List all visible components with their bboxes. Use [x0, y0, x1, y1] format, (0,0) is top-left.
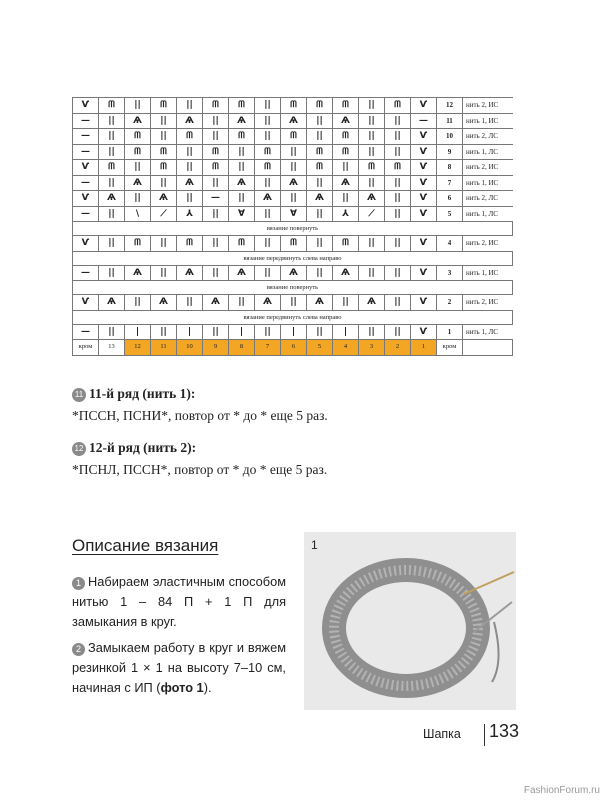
stitch-symbol: ||	[177, 160, 203, 176]
row-12-text: *ПСНЛ, ПССН*, повтор от * до * еще 5 раз.	[72, 462, 328, 477]
stitch-number: 6	[281, 340, 307, 356]
row-11-text: *ПССН, ПСНИ*, повтор от * до * еще 5 раз.	[72, 408, 328, 423]
photo-number: 1	[311, 538, 318, 552]
stitch-symbol: —	[73, 206, 99, 222]
stitch-symbol: Ѵ	[411, 236, 437, 252]
chart-row	[73, 324, 513, 340]
stitch-number: 4	[333, 340, 359, 356]
stitch-symbol: ᗰ	[281, 98, 307, 114]
stitch-symbol: ||	[281, 191, 307, 207]
stitch-symbol: ||	[151, 113, 177, 129]
stitch-symbol: Ѵ	[411, 160, 437, 176]
stitch-symbol: Ѧ	[177, 175, 203, 191]
chart-row	[73, 175, 513, 191]
stitch-symbol: ⟋	[359, 206, 385, 222]
stitch-symbol: ᗰ	[307, 160, 333, 176]
stitch-symbol: ᗰ	[229, 98, 255, 114]
stitch-symbol: Ѧ	[281, 265, 307, 281]
stitch-symbol: Ѵ	[73, 160, 99, 176]
turn-instruction: вязание повернуть	[73, 222, 513, 236]
stitch-symbol: ⟋	[151, 206, 177, 222]
stitch-symbol: Ѵ	[73, 236, 99, 252]
stitch-symbol: ||	[151, 265, 177, 281]
stitch-symbol: ||	[255, 265, 281, 281]
chart-row	[73, 144, 513, 160]
stitch-symbol: ||	[385, 144, 411, 160]
row-number: 4	[437, 236, 463, 252]
thread-side-label: нить 1, ЛС	[463, 324, 513, 340]
stitch-symbol: Ѧ	[125, 175, 151, 191]
page-number: 133	[489, 721, 520, 741]
footer-section: Шапка	[423, 727, 461, 741]
stitch-symbol: ||	[99, 144, 125, 160]
stitch-symbol: ||	[151, 236, 177, 252]
stitch-symbol: ᗰ	[203, 98, 229, 114]
stitch-symbol: Ѵ	[73, 191, 99, 207]
chart-row	[73, 129, 513, 145]
stitch-symbol: ᗰ	[333, 98, 359, 114]
stitch-symbol: ||	[359, 129, 385, 145]
stitch-symbol: ||	[307, 129, 333, 145]
stitch-symbol: ||	[255, 98, 281, 114]
stitch-symbol: Ѧ	[359, 295, 385, 311]
stitch-symbol: ||	[203, 236, 229, 252]
watermark: FashionForum.ru	[523, 785, 600, 796]
chart-row	[73, 265, 513, 281]
stitch-symbol: ||	[255, 129, 281, 145]
stitch-symbol: ᗰ	[151, 160, 177, 176]
stitch-symbol: ||	[359, 175, 385, 191]
stitch-number: 10	[177, 340, 203, 356]
turn-instruction: вязание передвинуть слева направо	[73, 251, 513, 265]
stitch-symbol: ||	[99, 113, 125, 129]
stitch-symbol: ||	[359, 98, 385, 114]
stitch-symbol: ||	[125, 295, 151, 311]
stitch-symbol: ||	[255, 236, 281, 252]
stitch-symbol: ᗰ	[125, 129, 151, 145]
stitch-symbol: ||	[281, 160, 307, 176]
stitch-symbol: ||	[359, 265, 385, 281]
stitch-symbol: ||	[151, 175, 177, 191]
stitch-symbol: ||	[99, 206, 125, 222]
stitch-symbol: ||	[99, 129, 125, 145]
stitch-symbol: Ѵ	[411, 129, 437, 145]
stitch-number: 5	[307, 340, 333, 356]
stitch-symbol: ||	[385, 113, 411, 129]
row-12-title: 12-й ряд (нить 2):	[89, 440, 197, 455]
stitch-symbol: ||	[385, 295, 411, 311]
step-2-text-end: ).	[203, 680, 212, 695]
stitch-number: 13	[99, 340, 125, 356]
stitch-symbol: ||	[385, 236, 411, 252]
stitch-symbol: ᗰ	[307, 144, 333, 160]
stitch-symbol: ||	[385, 129, 411, 145]
stitch-symbol: ᗰ	[203, 160, 229, 176]
stitch-symbol: ᗰ	[333, 236, 359, 252]
stitch-symbol: ||	[333, 191, 359, 207]
stitch-symbol: |	[177, 324, 203, 340]
stitch-symbol: —	[203, 191, 229, 207]
chart-row	[73, 295, 513, 311]
stitch-symbol: ||	[203, 175, 229, 191]
stitch-symbol: ᗰ	[385, 160, 411, 176]
row-number: 9	[437, 144, 463, 160]
row-11-badge: 11	[72, 388, 86, 402]
thread-side-label: нить 1, ИС	[463, 265, 513, 281]
stitch-symbol: ᗰ	[177, 129, 203, 145]
stitch-symbol: ||	[385, 324, 411, 340]
stitch-symbol: ||	[307, 206, 333, 222]
stitch-symbol: Ѧ	[229, 113, 255, 129]
thread-side-label: нить 1, ЛС	[463, 144, 513, 160]
stitch-symbol: Ѧ	[177, 113, 203, 129]
stitch-symbol: ||	[203, 324, 229, 340]
turn-instruction: вязание повернуть	[73, 281, 513, 295]
stitch-symbol: ||	[307, 236, 333, 252]
chart-row	[73, 160, 513, 176]
stitch-symbol: ᗰ	[333, 129, 359, 145]
row-number: 3	[437, 265, 463, 281]
stitch-symbol: Ѵ	[411, 206, 437, 222]
stitch-symbol: ||	[307, 175, 333, 191]
stitch-symbol: ||	[99, 265, 125, 281]
stitch-symbol: —	[73, 144, 99, 160]
stitch-symbol: ||	[229, 144, 255, 160]
stitch-symbol: ᗰ	[177, 236, 203, 252]
stitch-symbol: Ѵ	[411, 175, 437, 191]
stitch-symbol: Ѧ	[125, 113, 151, 129]
step-1-badge: 1	[72, 577, 85, 590]
stitch-symbol: Ѧ	[307, 295, 333, 311]
row-number: 7	[437, 175, 463, 191]
stitch-symbol: —	[411, 113, 437, 129]
thread-side-label: нить 2, ЛС	[463, 191, 513, 207]
stitch-symbol: ᗰ	[99, 98, 125, 114]
chart-turn-row	[73, 310, 513, 324]
stitch-symbol: ᗰ	[229, 129, 255, 145]
stitch-symbol: Ѧ	[229, 265, 255, 281]
stitch-symbol: Ѧ	[333, 113, 359, 129]
stitch-symbol: ᗰ	[255, 160, 281, 176]
stitch-symbol: ||	[359, 236, 385, 252]
row-number: 6	[437, 191, 463, 207]
stitch-symbol: ᗰ	[385, 98, 411, 114]
stitch-symbol: ||	[307, 113, 333, 129]
stitch-symbol: ⅄	[177, 206, 203, 222]
stitch-symbol: ||	[177, 295, 203, 311]
stitch-symbol: \	[125, 206, 151, 222]
thread-side-label: нить 1, ИС	[463, 175, 513, 191]
stitch-symbol: ||	[99, 175, 125, 191]
stitch-symbol: ᗰ	[229, 236, 255, 252]
row-number: 1	[437, 324, 463, 340]
stitch-symbol: Ѧ	[281, 175, 307, 191]
stitch-symbol: ||	[99, 236, 125, 252]
row-number: 8	[437, 160, 463, 176]
stitch-symbol: Ѵ	[411, 98, 437, 114]
knitting-photo	[304, 532, 516, 710]
row-number: 12	[437, 98, 463, 114]
chart-row	[73, 113, 513, 129]
row-number: 11	[437, 113, 463, 129]
stitch-symbol: ᗰ	[151, 98, 177, 114]
stitch-number: 1	[411, 340, 437, 356]
stitch-symbol: Ѧ	[99, 295, 125, 311]
stitch-symbol: ||	[385, 175, 411, 191]
stitch-symbol: ||	[281, 295, 307, 311]
stitch-number-row	[73, 340, 513, 356]
step-2-text: Замыкаем работу в круг и вяжем резинкой 1 × 1 на высоту 7–10 см, начиная с ИП (	[72, 640, 286, 695]
stitch-symbol: ᗰ	[255, 144, 281, 160]
stitch-symbol: ||	[203, 129, 229, 145]
stitch-symbol: ∀	[281, 206, 307, 222]
stitch-symbol: Ѵ	[411, 191, 437, 207]
stitch-symbol: —	[73, 324, 99, 340]
step-2-paragraph	[72, 638, 286, 698]
stitch-symbol: ||	[385, 191, 411, 207]
stitch-symbol: |	[229, 324, 255, 340]
stitch-symbol: ||	[385, 265, 411, 281]
chart-turn-row	[73, 281, 513, 295]
stitch-symbol: ||	[333, 160, 359, 176]
stitch-symbol: ||	[125, 98, 151, 114]
stitch-symbol: Ѵ	[73, 98, 99, 114]
chart-row	[73, 98, 513, 114]
row-11-title: 11-й ряд (нить 1):	[89, 386, 196, 401]
stitch-symbol: Ѧ	[99, 191, 125, 207]
stitch-symbol: Ѧ	[151, 191, 177, 207]
stitch-number: 7	[255, 340, 281, 356]
section-title: Описание вязания	[72, 536, 219, 555]
step-2-badge: 2	[72, 643, 85, 656]
stitch-symbol: Ѧ	[333, 265, 359, 281]
row-12-heading	[72, 440, 196, 456]
chart-turn-row	[73, 222, 513, 236]
stitch-symbol: ||	[255, 206, 281, 222]
stitch-number: кром	[437, 340, 463, 356]
stitch-symbol: ᗰ	[125, 236, 151, 252]
stitch-symbol: ᗰ	[307, 98, 333, 114]
chart-row	[73, 206, 513, 222]
step-1-text: Набираем эластичным способом нитью 1 – 84 П + 1 П для замыкания в круг.	[72, 574, 286, 629]
stitch-symbol: ||	[203, 206, 229, 222]
stitch-symbol: ||	[125, 160, 151, 176]
stitch-symbol: ||	[151, 129, 177, 145]
stitch-number: 9	[203, 340, 229, 356]
stitch-symbol: Ѧ	[333, 175, 359, 191]
stitch-symbol: ᗰ	[281, 129, 307, 145]
thread-side-label: нить 2, ЛС	[463, 129, 513, 145]
stitch-number: 3	[359, 340, 385, 356]
footer-divider	[484, 724, 485, 746]
stitch-symbol: Ѧ	[125, 265, 151, 281]
stitch-symbol: ||	[203, 265, 229, 281]
stitch-symbol: ||	[307, 265, 333, 281]
stitch-symbol: ᗰ	[359, 160, 385, 176]
stitch-symbol: |	[333, 324, 359, 340]
knitting-chart	[72, 97, 513, 356]
stitch-symbol: ||	[385, 206, 411, 222]
turn-instruction: вязание передвинуть слева направо	[73, 310, 513, 324]
thread-side-label: нить 1, ИС	[463, 113, 513, 129]
stitch-symbol: ||	[359, 113, 385, 129]
stitch-symbol: ||	[281, 144, 307, 160]
stitch-symbol: ||	[151, 324, 177, 340]
thread-side-label: нить 2, ИС	[463, 295, 513, 311]
thread-side-label: нить 2, ИС	[463, 98, 513, 114]
stitch-symbol: —	[73, 129, 99, 145]
stitch-number: 12	[125, 340, 151, 356]
chart-row	[73, 236, 513, 252]
stitch-symbol: |	[125, 324, 151, 340]
stitch-symbol: ||	[359, 144, 385, 160]
stitch-symbol: Ѧ	[151, 295, 177, 311]
stitch-symbol: Ѵ	[411, 265, 437, 281]
stitch-symbol: ||	[203, 113, 229, 129]
stitch-symbol: Ѧ	[177, 265, 203, 281]
stitch-symbol: ||	[125, 191, 151, 207]
stitch-symbol: Ѧ	[281, 113, 307, 129]
stitch-symbol: ||	[229, 160, 255, 176]
stitch-symbol: ||	[333, 295, 359, 311]
knitted-ring-illustration	[304, 532, 516, 710]
stitch-number: кром	[73, 340, 99, 356]
step-1-paragraph	[72, 572, 286, 632]
stitch-symbol: Ѵ	[411, 295, 437, 311]
stitch-symbol: —	[73, 265, 99, 281]
stitch-symbol: ∀	[229, 206, 255, 222]
stitch-symbol: ᗰ	[203, 144, 229, 160]
stitch-symbol: ||	[99, 324, 125, 340]
stitch-symbol: ᗰ	[151, 144, 177, 160]
stitch-symbol: ||	[359, 324, 385, 340]
thread-side-label: нить 1, ЛС	[463, 206, 513, 222]
stitch-symbol: ||	[177, 191, 203, 207]
chart-row	[73, 191, 513, 207]
stitch-symbol: Ѵ	[73, 295, 99, 311]
stitch-symbol: —	[73, 175, 99, 191]
stitch-symbol: ⅄	[333, 206, 359, 222]
thread-side-label: нить 2, ИС	[463, 160, 513, 176]
stitch-symbol: Ѵ	[411, 324, 437, 340]
stitch-symbol: Ѧ	[359, 191, 385, 207]
row-number: 10	[437, 129, 463, 145]
stitch-symbol: ||	[177, 98, 203, 114]
stitch-symbol: Ѧ	[255, 295, 281, 311]
stitch-symbol: ||	[307, 324, 333, 340]
stitch-symbol: ||	[255, 113, 281, 129]
row-12-badge: 12	[72, 442, 86, 456]
row-number: 5	[437, 206, 463, 222]
stitch-symbol: ||	[177, 144, 203, 160]
empty-cell	[463, 340, 513, 356]
stitch-symbol: ||	[255, 175, 281, 191]
stitch-symbol: Ѧ	[307, 191, 333, 207]
photo-1-ref: фото 1	[160, 680, 204, 695]
stitch-number: 2	[385, 340, 411, 356]
stitch-symbol: ᗰ	[333, 144, 359, 160]
stitch-symbol: ||	[229, 295, 255, 311]
stitch-number: 11	[151, 340, 177, 356]
stitch-symbol: |	[281, 324, 307, 340]
stitch-symbol: ᗰ	[125, 144, 151, 160]
stitch-symbol: —	[73, 113, 99, 129]
stitch-number: 8	[229, 340, 255, 356]
row-11-heading	[72, 386, 195, 402]
row-number: 2	[437, 295, 463, 311]
stitch-symbol: ᗰ	[281, 236, 307, 252]
stitch-symbol: ||	[255, 324, 281, 340]
chart-turn-row	[73, 251, 513, 265]
stitch-symbol: Ѧ	[203, 295, 229, 311]
stitch-symbol: Ѵ	[411, 144, 437, 160]
stitch-symbol: Ѧ	[229, 175, 255, 191]
stitch-symbol: ||	[229, 191, 255, 207]
thread-side-label: нить 2, ИС	[463, 236, 513, 252]
stitch-symbol: ᗰ	[99, 160, 125, 176]
stitch-symbol: Ѧ	[255, 191, 281, 207]
